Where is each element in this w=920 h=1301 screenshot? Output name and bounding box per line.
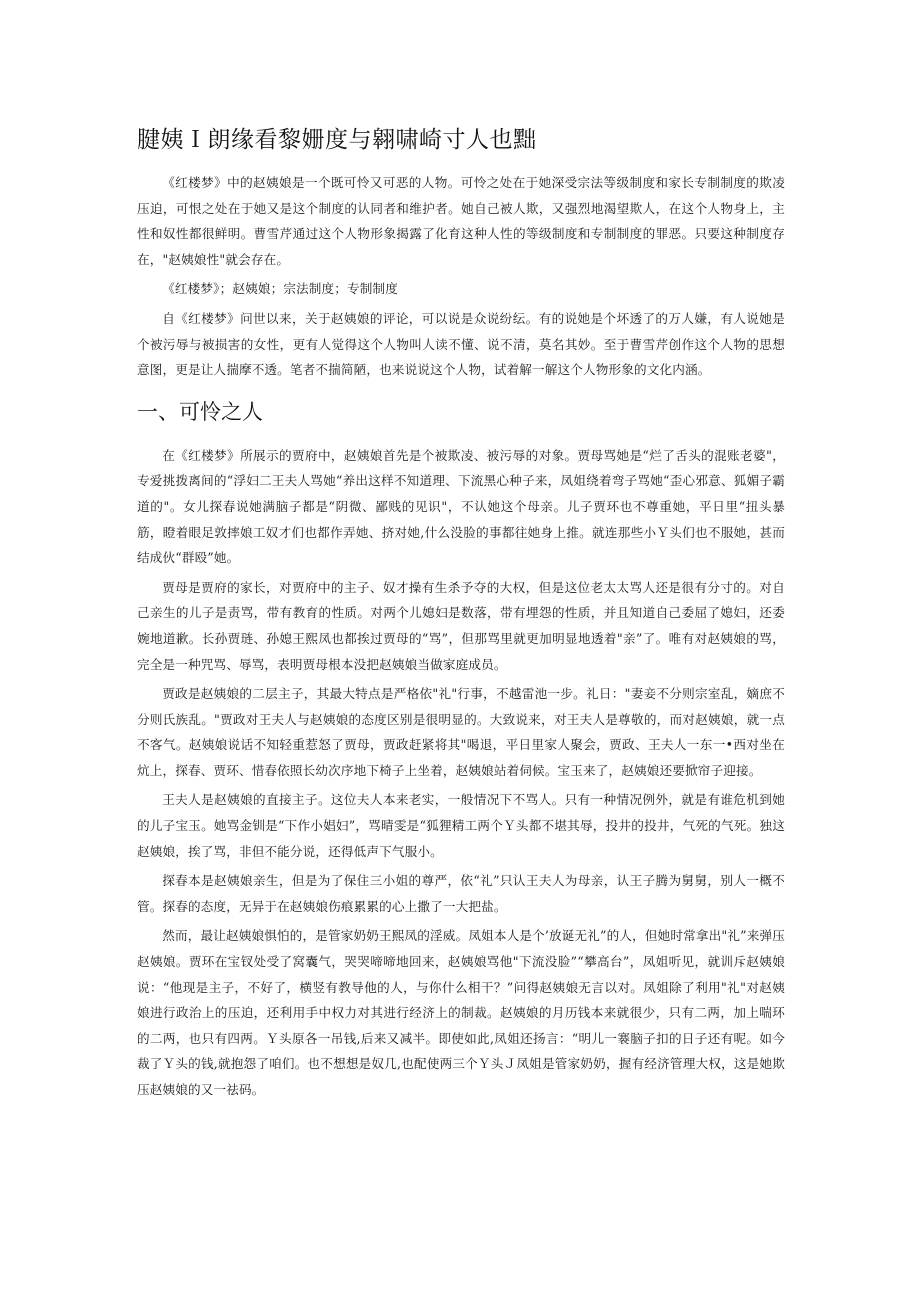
body-paragraph: 在《红楼梦》所展示的贾府中，赵姨娘首先是个被欺凌、被污辱的对象。贾母骂她是“烂了舌头的混账老婆"，专爱挑拨离间的“浮妇二王夫人骂她“养出这样不知道理、下流黑心种子来，凤姐绕着弯子骂她“歪心邪意、狐媚子霸道的"。女儿探春说她满脑子都是“阴微、鄙贱的见识"，不认她这个母亲。儿子贾环也不尊重她，平日里“扭头暴筋，瞪着眼足敦摔娘工奴才们也都作弄她、挤对她,什么没脸的事都往她身上推。就连那些小Ｙ头们也不服她，甚而结成伙“群殴”她。 <box>137 447 785 566</box>
document-title: 腱姨Ｉ朗缘看黎姗度与翱啸崎寸人也黜 <box>137 127 537 153</box>
body-paragraph: 贾母是贾府的家长，对贾府中的主子、奴才操有生杀予夺的大权，但是这位老太太骂人还是很有分寸的。对自己亲生的儿子是责骂，带有教育的性质。对两个儿媳妇是数落，带有埋怨的性质，并且知道自己委屈了媳妇，还委婉地道歉。长孙贾琏、孙媳王熙凤也都挨过贾母的“骂”，但那骂里就更加明显地透着"亲”了。唯有对赵姨娘的骂，完全是一种咒骂、辱骂，表明贾母根本没把赵姨娘当做家庭成员。 <box>137 579 785 672</box>
body-paragraph: 然而，最让赵姨娘惧怕的，是管家奶奶王熙凤的淫威。凤姐本人是个’放诞无礼”的人，但她时常拿出"礼”来弹压赵姨娘。贾环在宝钗处受了窝囊气，哭哭啼啼地回来，赵姨娘骂他"下流没脸”“攀高台”，凤姐听见，就训斥赵姨娘说：“他现是主子，不好了，横竖有教导他的人，与你什么相干？”问得赵姨娘无言以对。凤姐除了利用"礼"对赵姨娘进行政治上的压迫，还利用手中权力对其进行经济上的制裁。赵姨娘的月历钱本来就很少，只有二两，加上喘环的二两，也只有四两。Ｙ头原各一吊钱,后来又减半。即使如此,凤姐还扬言：“明儿一褰脑子扣的日子还有呢。如今裁了Ｙ头的钱,就抱怨了咱们。也不想想是奴几,也配使两三个Ｙ头Ｊ凤姐是管家奶奶，握有经济管理大权，这是她欺压赵姨娘的又一祛码。 <box>137 928 785 1097</box>
body-paragraph: 贾政是赵姨娘的二层主子，其最大特点是严格依"礼"行事，不越雷池一步。礼日："妻妾不分则宗室乱，嫡庶不分则氏族乱。"贾政对王夫人与赵姨娘的态度区别是很明显的。大致说来，对王夫人是尊敬的，而对赵姨娘，就一点不客气。赵姨娘说话不知轻重惹怒了贾母，贾政赶紧将其"喝退，平日里家人聚会，贾政、王夫人一东一•西对坐在炕上，探春、贾环、惜春依照长幼次序地下椅子上坐着，赵姨娘站着伺候。宝玉来了，赵姨娘还要掀帘子迎接。 <box>137 686 785 778</box>
body-paragraph: 探春本是赵姨娘亲生，但是为了保住三小姐的尊严，依“礼”只认王夫人为母亲，认王子腾为舅舅，别人一概不管。探春的态度，无异于在赵姨娘伤痕累累的心上撒了一大把盐。 <box>137 873 785 914</box>
document-page <box>137 124 785 1103</box>
abstract-paragraph: 《红楼梦》中的赵姨娘是一个既可怜又可恶的人物。可怜之处在于她深受宗法等级制度和家长专制制度的欺凌压迫，可恨之处在于她又是这个制度的认同者和维护者。她自己被人欺，又强烈地渴望欺人，在这个人物身上，主性和奴性都很鲜明。曹雪芹通过这个人物形象揭露了化育这种人性的等级制度和专制制度的罪恶。只要这种制度存在，"赵姨娘性"就会存在。 <box>137 175 785 267</box>
keywords-line: 《红楼梦》；赵姨娘；宗法制度；专制制度 <box>162 281 399 297</box>
section-heading: 一、可怜之人 <box>137 399 263 424</box>
body-paragraph: 王夫人是赵姨娘的直接主子。这位夫人本来老实，一般情况下不骂人。只有一种情况例外，就是有谁危机到她的儿子宝玉。她骂金钏是“下作小娼妇”，骂晴雯是“狐狸精工两个Ｙ头都不堪其辱，投井的投井，气死的气死。独这赵姨娘，挨了骂，非但不能分说，还得低声下气服小。 <box>137 792 785 859</box>
intro-paragraph: 自《红楼梦》问世以来，关于赵姨娘的评论，可以说是众说纷纭。有的说她是个坏透了的万人嫌，有人说她是个被污辱与被损害的女性，更有人觉得这个人物叫人读不懂、说不清，莫名其妙。至于曹雪芹创作这个人物的思想意图，更是让人揣摩不透。笔者不揣简陋，也来说说这个人物，试着解一解这个人物形象的文化内涵。 <box>137 310 785 378</box>
